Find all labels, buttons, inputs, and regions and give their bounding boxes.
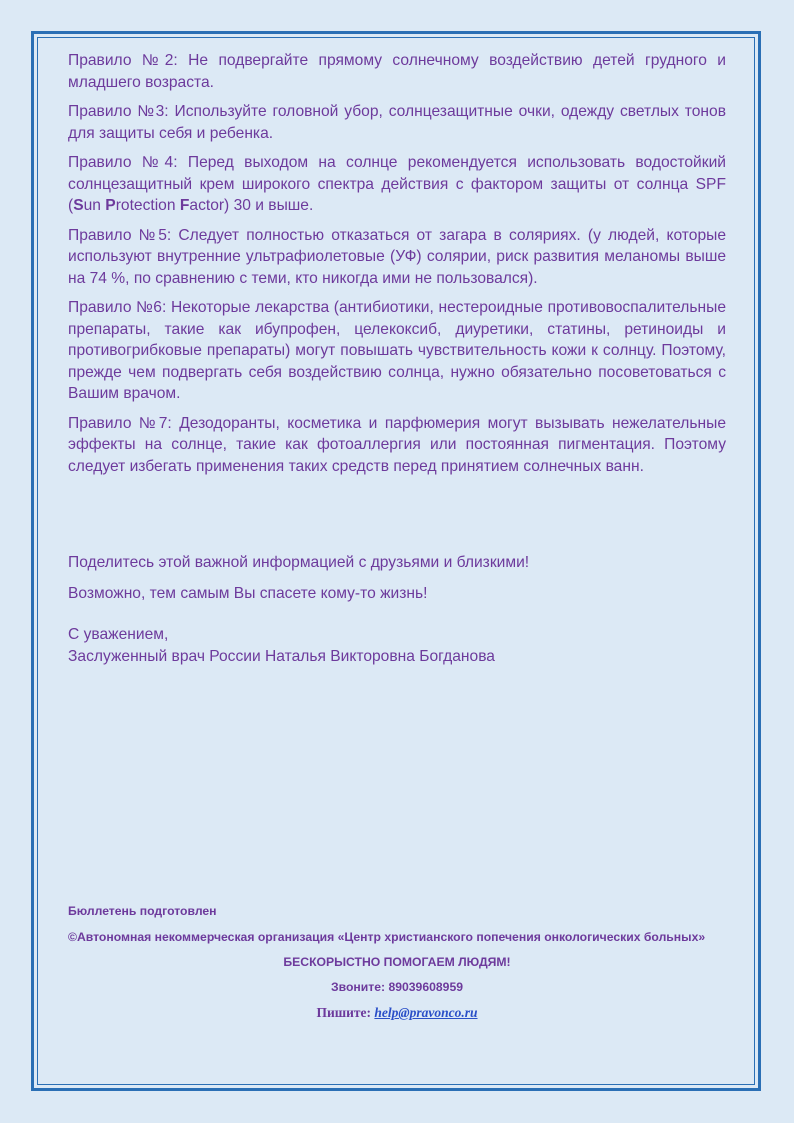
footer-organization: ©Автономная некоммерческая организация «Центр христианского попечения онкологических больных» — [68, 930, 706, 944]
footer-write — [68, 1005, 726, 1020]
signature-author: Заслуженный врач России Наталья Викторовна Богданова — [68, 647, 495, 665]
rule-5 — [68, 225, 726, 290]
rule-text: Следует полностью отказаться от загара в соляриях. (у людей, которые используют внутренние ультрафиолетовые (УФ) солярии, риск развития меланомы выше на 74 %, по сравнению с теми, кто никогда ими не пользовался). — [68, 226, 726, 287]
rule-3 — [68, 101, 726, 144]
spf-word-sun: un — [83, 197, 106, 214]
rule-text: Не подвергайте прямому солнечному воздействию детей грудного и младшего возраста. — [68, 52, 726, 91]
rule-text: Перед выходом на солнце рекомендуется использовать водостойкий солнцезащитный крем широкого спектра действия с фактором защиты от солнца SPF ( — [68, 154, 727, 214]
rule-text: Дезодоранты, косметика и парфюмерия могут вызывать нежелательные эффекты на солнце, такие как фотоаллергия или постоянная пигментация. Поэтому следует избегать применения таких средств перед принятием солнечных ванн. — [68, 414, 727, 475]
share-section — [68, 552, 726, 613]
share-line-2: Возможно, тем самым Вы спасете кому-то жизнь! — [68, 584, 428, 602]
footer — [68, 904, 726, 1020]
rule-6 — [68, 297, 726, 405]
footer-slogan: БЕСКОРЫСТНО ПОМОГАЕМ ЛЮДЯМ! — [283, 955, 511, 969]
rule-7 — [68, 413, 726, 478]
rule-4 — [68, 152, 726, 217]
signature-block — [68, 624, 495, 667]
rule-label: Правило №3: — [68, 103, 169, 120]
footer-prepared: Бюллетень подготовлен — [68, 904, 217, 918]
rule-label: Правило №5: — [68, 226, 172, 244]
rules-section — [68, 50, 726, 477]
rule-label: Правило №2: — [68, 52, 178, 69]
footer-write-label: Пишите: — [316, 1005, 375, 1020]
spf-letter-s: S — [73, 197, 84, 214]
spf-letter-f: F — [179, 197, 190, 214]
rule-text: Некоторые лекарства (антибиотики, нестероидные противовоспалительные препараты, такие как ибупрофен, целекоксиб, диуретики, статины, ретиноиды и противогрибковые препараты) могут повышать чувствительность кожи к солнцу. Поэтому, прежде чем подвергать себя воздействию солнца, нужно обязательно посоветоваться с Вашим врачом. — [68, 299, 726, 402]
rule-label: Правило №7: — [68, 414, 172, 432]
signature-greeting: С уважением, — [68, 626, 169, 643]
spf-word-protection: rotection — [115, 197, 180, 214]
rule-text: Используйте головной убор, солнцезащитные очки, одежду светлых тонов для защиты себя и ребенка. — [68, 103, 727, 142]
rule-label: Правило №6: — [68, 299, 167, 316]
rule-2 — [68, 50, 726, 93]
footer-phone: Звоните: 89039608959 — [330, 980, 463, 994]
rule-label: Правило №4: — [68, 154, 178, 171]
rule-text-end: actor) 30 и выше. — [189, 197, 314, 214]
email-link[interactable]: help@pravonco.ru — [374, 1005, 478, 1020]
spf-letter-p: P — [105, 197, 116, 214]
share-line-1: Поделитесь этой важной информацией с друзьями и близкими! — [68, 554, 530, 571]
